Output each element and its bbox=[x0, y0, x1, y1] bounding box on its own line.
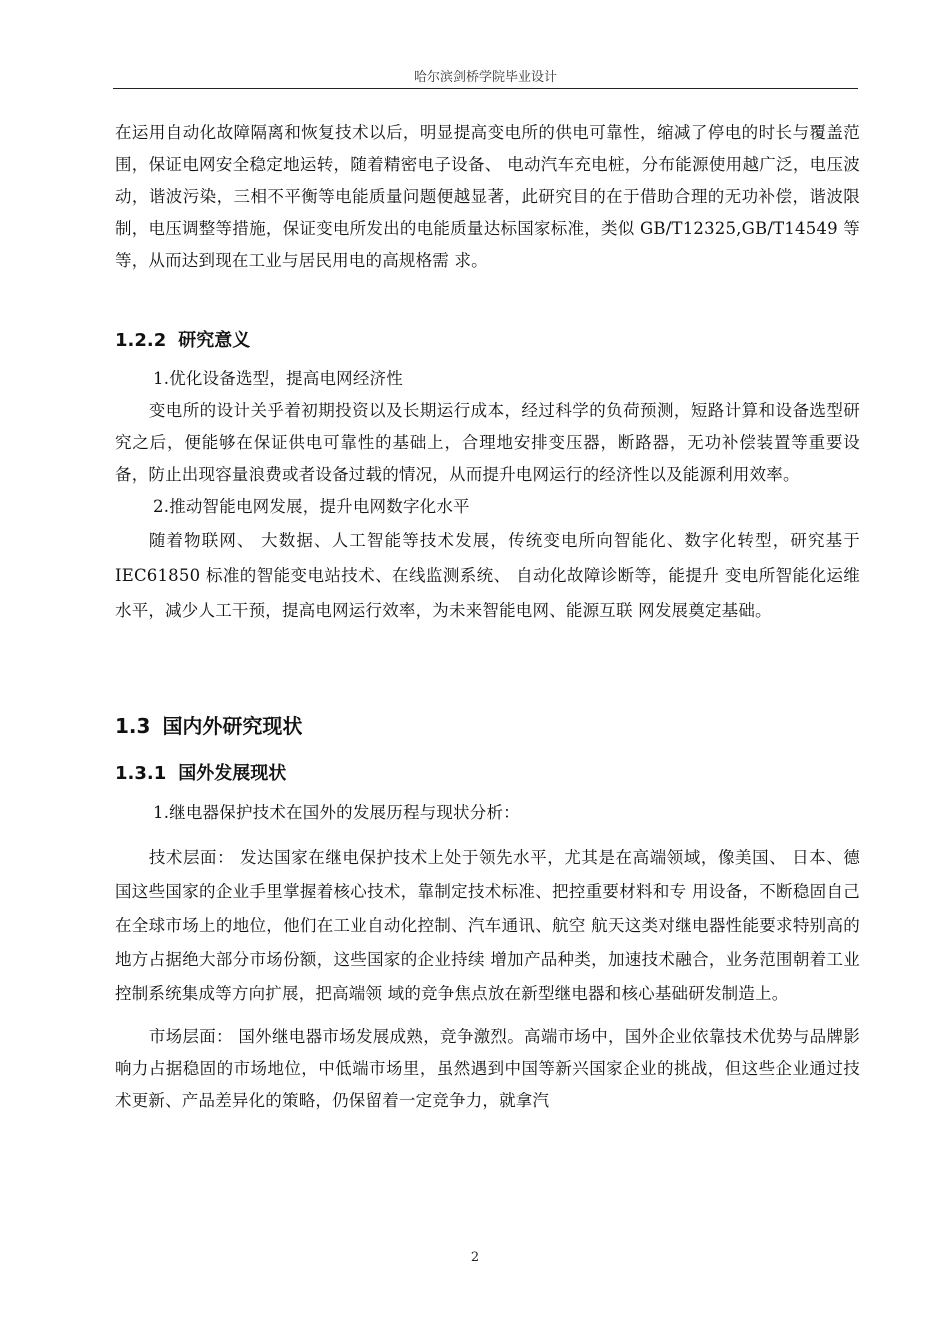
list-item-heading: 1.继电器保护技术在国外的发展历程与现状分析： bbox=[153, 803, 520, 822]
intro-block bbox=[115, 117, 860, 277]
section-1-3-1-body bbox=[115, 797, 860, 1117]
body-paragraph: 随着物联网、 大数据、人工智能等技术发展，传统变电所向智能化、数字化转型，研究基于 IEC61850 标准的智能变电站技术、在线监测系统、 自动化故障诊断等，能提升 变电所智能化运维水平，减少人工干预，提高电网运行效率，为未来智能电网、能源互联 网发展奠定基础。 bbox=[115, 531, 860, 620]
body-paragraph: 变电所的设计关乎着初期投资以及长期运行成本，经过科学的负荷预测，短路计算和设备选型研究之后，便能够在保证供电可靠性的基础上，合理地安排变压器，断路器，无功补偿装置等重要设备，防止出现容量浪费或者设备过载的情况，从而提升电网运行的经济性以及能源利用效率。 bbox=[115, 401, 860, 484]
section-heading-1-2-2 bbox=[115, 326, 250, 352]
section-number: 1.2.2 bbox=[115, 330, 167, 351]
header-divider bbox=[113, 88, 858, 89]
section-1-2-2-body bbox=[115, 363, 860, 628]
intro-paragraph: 在运用自动化故障隔离和恢复技术以后，明显提高变电所的供电可靠性，缩减了停电的时长与覆盖范围，保证电网安全稳定地运转，随着精密电子设备、 电动汽车充电桩，分布能源使用越广泛，电压波动，谐波污染，三相不平衡等电能质量问题便越显著，此研究目的在于借助合理的无功补偿，谐波限制，电压调整等措施，保证变电所发出的电能质量达标国家标准，类似 GB/T12325,GB/T14549 等等，从而达到现在工业与居民用电的高规格需 求。 bbox=[115, 123, 860, 270]
section-title: 国外发展现状 bbox=[178, 763, 287, 784]
section-heading-1-3-1 bbox=[115, 759, 286, 785]
list-item-heading: 2.推动智能电网发展，提升电网数字化水平 bbox=[153, 497, 470, 516]
body-paragraph: 市场层面： 国外继电器市场发展成熟，竞争激烈。高端市场中，国外企业依靠技术优势与品牌影响力占据稳固的市场地位，中低端市场里，虽然遇到中国等新兴国家企业的挑战，但这些企业通过技术更新、产品差异化的策略，仍保留着一定竞争力，就拿汽 bbox=[115, 1027, 860, 1110]
section-title: 国内外研究现状 bbox=[162, 714, 303, 738]
section-heading-1-3 bbox=[115, 710, 302, 739]
section-title: 研究意义 bbox=[178, 330, 251, 351]
list-item-heading: 1.优化设备选型，提高电网经济性 bbox=[153, 369, 403, 388]
page-number: 2 bbox=[470, 1250, 480, 1265]
page-header-title: 哈尔滨剑桥学院毕业设计 bbox=[413, 70, 557, 85]
section-number: 1.3 bbox=[115, 714, 151, 738]
body-paragraph: 技术层面： 发达国家在继电保护技术上处于领先水平，尤其是在高端领域，像美国、 日本、德国这些国家的企业手里掌握着核心技术，靠制定技术标准、把控重要材料和专 用设备，不断稳固自己在全球市场上的地位，他们在工业自动化控制、汽车通讯、航空 航天这类对继电器性能要求特别高的地方占据绝大部分市场份额，这些国家的企业持续 增加产品种类，加速技术融合，业务范围朝着工业控制系统集成等方向扩展，把高端领 域的竞争焦点放在新型继电器和核心基础研发制造上。 bbox=[115, 848, 860, 1003]
section-number: 1.3.1 bbox=[115, 763, 167, 784]
